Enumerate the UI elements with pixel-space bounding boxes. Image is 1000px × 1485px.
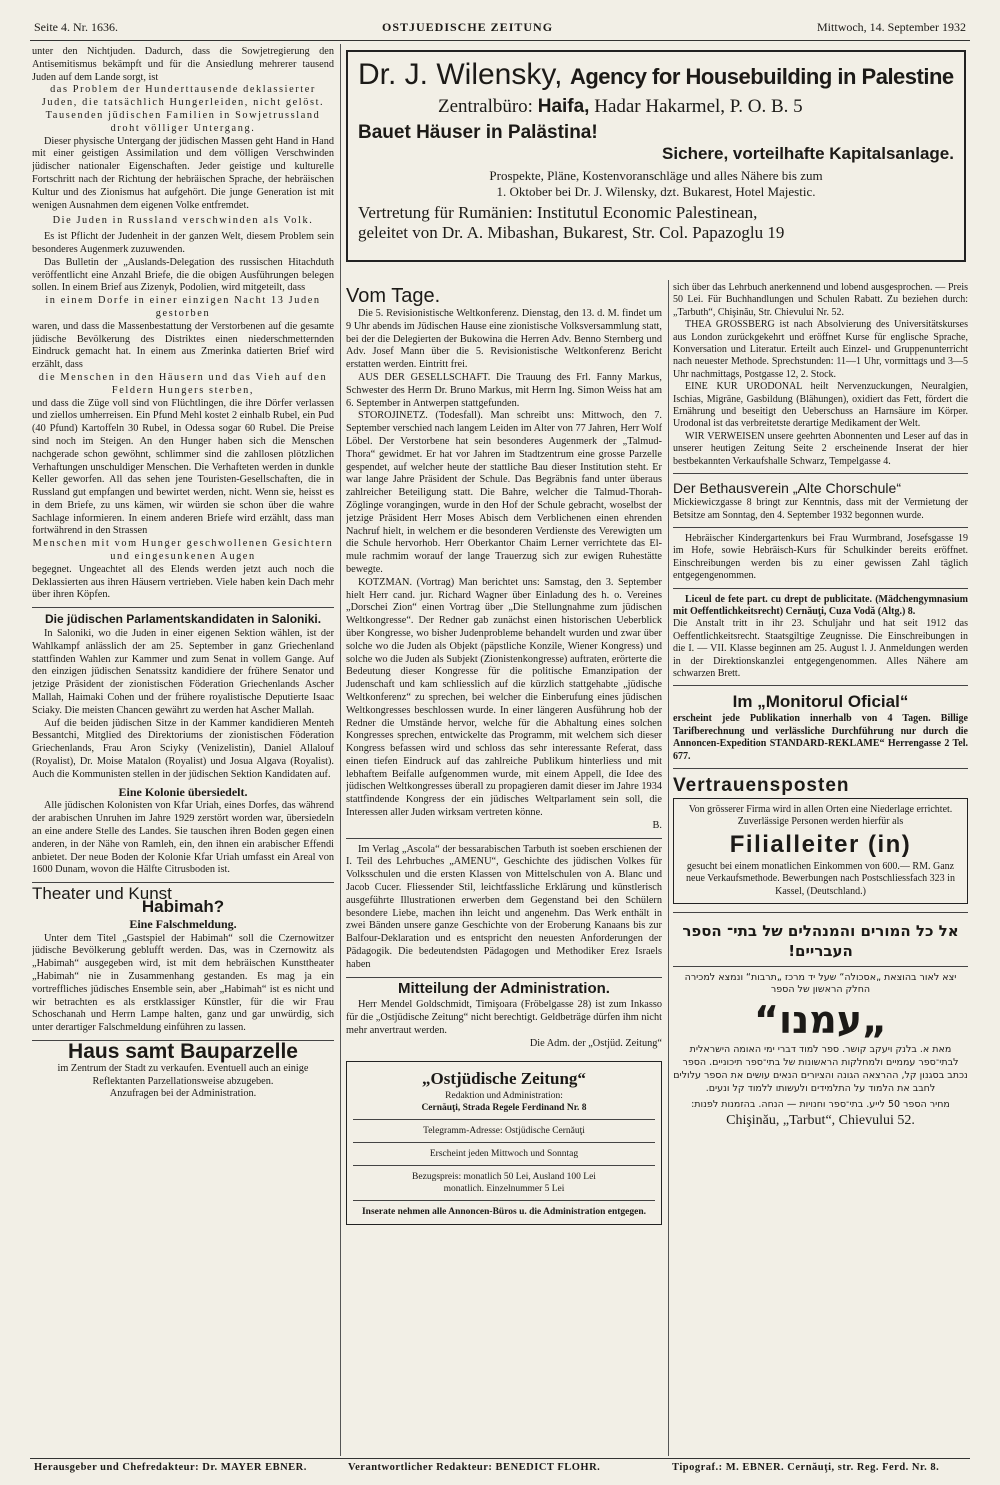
divider xyxy=(32,882,334,883)
footer-rule xyxy=(30,1458,970,1459)
ad-wilensky-slogan1: Bauet Häuser in Palästina! xyxy=(358,122,598,143)
column-2 xyxy=(346,284,662,1456)
divider xyxy=(346,977,662,978)
divider xyxy=(353,1119,655,1120)
notice-bethaus: Mickiewiczgasse 8 bringt zur Kenntnis, dass mit der Vermietung der Betsitze am Sonntag, den 4. September 1932 begonnen wurde. xyxy=(673,497,968,521)
article-text: Unter dem Titel „Gastspiel der Habimah“ soll die Czernowitzer jüdische Bevölkerung geblufft werden. Das, was in Czernowitz als „Habimah“ ausgegeben wird, ist mit dem hebräischen Kunsttheater „Habimah“ nie in Zusammenhang gestanden. Es mag ja ein vortreffliches jüdisches Ensemble sein, aber „Habimah“ ist es nicht und wir betrachten es als erstklassiger Künstler, für die wir Frau Schoschanah und Herrn Lampe halten, ganz und gar unwürdig, sich unter derartiger Falschmeldung einführen zu lassen. xyxy=(32,932,334,1034)
ad-wilensky-agency: Agency for Housebuilding in Palestine xyxy=(569,64,954,89)
spaced-text: Menschen mit vom Hunger geschwollenen Gesichtern und eingesunkenen Augen xyxy=(32,538,334,563)
ad-haus-title: Haus samt Bauparzelle xyxy=(68,1039,298,1063)
notice-kindergarten: Hebräischer Kindergartenkurs bei Frau Wurmbrand, Josefsgasse 19 im Hofe, sowie Hebräisch-Kurs für Schulkinder bereits eröffnet. Einschreibungen werden bis zu einer gewissen Zahl täglich entgegengenommen. xyxy=(673,532,968,582)
header-rule xyxy=(30,40,970,41)
notice-monitorul: erscheint jede Publikation innerhalb von 4 Tagen. Billige Tarifberechnung und verlässliche Durchführung nur durch die Annoncen-Expedition STANDARD-REKLAME“ Herrengasse 2 Tel. 677. xyxy=(673,713,968,762)
ad-wilensky-line3: Vertretung für Rumänien: Institutul Economic Palestinean, xyxy=(358,203,758,222)
hebrew-address: Chişinău, „Tarbut“, Chievului 52. xyxy=(726,1113,915,1129)
ad-wilensky-central: Zentralbüro: xyxy=(438,96,533,117)
ad-wilensky xyxy=(346,50,966,262)
header-title: OSTJUEDISCHE ZEITUNG xyxy=(381,20,554,34)
headline-kolonie: Eine Kolonie übersiedelt. xyxy=(118,784,248,799)
news-gesellschaft: AUS DER GESELLSCHAFT. Die Trauung des Frl. Fanny Markus, Schwester des Herrn Dr. Bruno Markus, mit Herrn Ing. Simon Weiss hat am 6. September in Antwerpen stattgefunden. xyxy=(346,371,662,409)
article-text: In Saloniki, wo die Juden in einer eigenen Sektion wählen, ist der Wahlkampf anlässlich der am 25. September in ganz Griechenland stattfinden Wahlen zur Kammer und zum Senat in vollem Gange. Auf den einzigen jüdischen Senatssitz kandidiere der frühere Senator und jetzige Präsident der zionistischen Föderation Griechenlands Ascher Mallah, Haimaki Cohen und der frühere royalistische Deputierte Isaac Sciaky. Die meisten Chancen gewährt zu werden hat Ascher Mallah. xyxy=(32,628,334,716)
footer-editor: Verantwortlicher Redakteur: BENEDICT FLOHR. xyxy=(348,1462,601,1473)
news-storojinetz: STOROJINETZ. (Todesfall). Man schreibt uns: Mittwoch, den 7. September verschied nach langem Leiden im Alter von 77 Jahren, Herr Wolf Löbel. Der Verstorbene hat sein besonderes Augenmerk der „Talmud-Thora“ gewidmet. Er hat vor Jahren im Stadtzentrum eine grosse Parzelle gespendet, auf welcher heute der stattliche Bau dieser Institution steht. Er war lange Jahre Präsident der Schule. Das Begräbnis fand unter überaus zahlreicher Beteiligung statt. Die Bahre, welcher die Talmud-Thorah-Zöglinge vorangingen, wurde in den Hof der Schule gebracht, woselbst der jetzige Präsident Herr Moses Abisch dem Verblichenen einen ehrenden Nachruf hielt, in welchem er die besonderen Verdienste des Verewigten um die Schule hervorhob. Herr Oberkantor Chaim Lerner verrichtete das El-mule rachmim worauf der lange Trauerzug sich zur ewigen Ruhestätte bewegte. xyxy=(346,410,662,575)
masthead-line: Erscheint jeden Mittwoch und Sonntag xyxy=(429,1148,579,1159)
notice-liceul: Die Anstalt tritt in ihr 23. Schuljahr und hat seit 1912 das Oeffentlichkeitsrecht. Staatsgiltige Zeugnisse. Die Einschreibungen in die I. — VII. Klasse beginnen am 25. August l. J. Anmeldungen werden in der Direktionskanzlei entgegengenommen. Alles Nähere am schwarzen Brett. xyxy=(673,618,968,679)
article-text: und dass die Züge voll sind von Flüchtlingen, die ihre Dörfer verlassen und ziellos umherreisen. Ein Pfund Mehl kostet 2 einhalb Rubel, ein Pud (40 Pfund) Kartoffeln 30 Rubel, in Odessa sogar 60 Rubel. Die Preise sind noch im Steigen. An den Hunger haben sich die Menschen nachgerade schon gewöhnt, schlimmer sind die zahllosen plötzlichen Verhaftungen unschuldiger Menschen. Die Verhafteten werden in dunkle Keller geworfen. All das sehen jene Touristen-Gesellschaften, die in Russland gut empfangen und bewirtet werden, nicht. Wenn sie, heisst es in dem Briefe, zu uns kämen, wir würden sie schon über die wahre Sachlage informieren. In einem anderen Briefe wird erzählt, dass man fortwährend in den Strassen xyxy=(32,397,334,537)
ad-wilensky-city: Haifa, xyxy=(537,96,590,117)
hebrew-price: מחיר הספר 50 לייע. בתי־ספר וחנויות — הנחה. בהזמנות לפנות: xyxy=(691,1098,950,1110)
ad-wilensky-line1: Prospekte, Pläne, Kostenvoranschläge und alles Nähere bis zum xyxy=(489,168,823,183)
ad-wilensky-pob: Hadar Hakarmel, P. O. B. 5 xyxy=(594,96,803,117)
notice-urodonal: EINE KUR URODONAL heilt Nervenzuckungen, Neuralgien, Ischias, Migräne, Gasbildung (Blähungen), oxidiert das Fett, fördert die Ernährung und beseitigt den Ueberschuss an Harnsäure im Körper. Urodonal ist das verbreitetste derartige Medikament der Welt. xyxy=(673,381,968,430)
divider xyxy=(32,607,334,608)
footer-printer: Tipograf.: M. EBNER. Cernăuţi, str. Reg. Ferd. Nr. 8. xyxy=(672,1462,940,1473)
notice-liceul-title: Liceul de fete part. cu drept de publicitate. (Mädchengymnasium mit Oeffentlichkeitsrecht) Cernăuţi, Cuza Vodă (Altg.) 8. xyxy=(673,593,968,617)
news-revisionist: Die 5. Revisionistische Weltkonferenz. Dienstag, den 13. d. M. findet um 9 Uhr abends im Jüdischen Hause eine zionistische Volksversammlung statt, bei der die Delegierten der Bukowina die Herren Adv. Benno Sternberg und Adv. Josef Mann über die 5. Revisionistische Weltkonferenz Bericht erstatten werden. Eintritt frei. xyxy=(346,308,662,371)
ad-haus-text: im Zentrum der Stadt zu verkaufen. Eventuell auch an einige Reflektanten Parzellationsweise abzugeben. xyxy=(57,1062,309,1087)
article-text: waren, und dass die Massenbestattung der Verstorbenen auf die gesamte jüdische Bevölkerung des Distriktes einen niederschmetternden Eindruck gemacht hat. In einem aus Zmerinka datierten Brief wird erzählt, dass xyxy=(32,320,334,371)
masthead-line: Telegramm-Adresse: Ostjüdische Cernăuţi xyxy=(423,1125,585,1136)
ad-wilensky-line4: geleitet von Dr. A. Mibashan, Bukarest, Str. Col. Papazoglu 19 xyxy=(358,223,785,242)
column-divider xyxy=(340,44,341,1456)
signature: B. xyxy=(652,819,662,831)
headline-vertrauen: Vertrauensposten xyxy=(673,775,850,796)
article-text: Dieser physische Untergang der jüdischen Massen geht Hand in Hand mit einer geistigen Assimilation und dem völligen Verschwinden jüdischer nationaler Eigenschaften. Jeder geistige und kulturelle Fortschritt nach der Richtung der hebräischen Sprache, der hebräischen Kultur und des Zionismus hat aufgehört. Die junge Generation ist mit wenigen Ausnahmen dem eigenen Volke entfremdet. xyxy=(32,135,334,211)
masthead-title: „Ostjüdische Zeitung“ xyxy=(422,1068,586,1088)
divider xyxy=(673,912,968,913)
divider xyxy=(673,768,968,769)
notice-verweisen: WIR VERWEISEN unsere geehrten Abonnenten und Leser auf das in unserer heutigen Zeitung Seite 2 erscheinende Inserat der hier bestbekannten Verkaufshalle Schwarz, Tempelgasse 4. xyxy=(673,430,968,467)
divider xyxy=(673,966,968,967)
news-kotzman: KOTZMAN. (Vortrag) Man berichtet uns: Samstag, den 3. September hielt Herr cand. jur. Richard Wagner über Einladung des h. o. Vereines „Dorschei Zion“ einen Vortrag über „Die Stellungnahme zum jüdischen Weltkongresse“. Der Redner gab zunächst einen historischen Ueberblick über Kongresse, wo bisher Judenprobleme behandelt wurden und zwar über solche wo die Juden als Objekt (päpstliche Konzile, Wiener Kongress) und solche wo die Juden als Subjekt (Zionistenkongresse) auftraten, erörterte die Bedeutung dieser Kongresse für die politische Emanzipation der Judenschaft und kam schliesslich auf die kürzlich stattgehabte „jüdische Weltkonferenz“ zu sprechen, bei welcher die Einberufung eines jüdischen Weltkongresses beschlossen wurde. In einer längeren Ausführung hob der Redner die Umstände hervor, welche für die Abhaltung eines solchen Kongresses sprechen, entwickelte das Programm, mit welchem sich dieser Kongress befassen wird und schloss das sehr interessante Referat, dass einen tiefen Eindruck auf das zahlreiche Publikum hinterliess und mit lebhaftem Beifalle aufgenommen wurde, mit einem Appell, die Idee des jüdischen Weltkongresses überall zu propagieren damit dieser im Jahre 1934 stattfindende Kongress der ein jüdisches Weltparlament sein soll, die Interessen aller Juden wirksam vertreten könne. xyxy=(346,576,662,819)
headline-bethaus: Der Bethausverein „Alte Chorschule“ xyxy=(673,480,901,497)
header-date: Mittwoch, 14. September 1932 xyxy=(817,20,966,34)
header-left: Seite 4. Nr. 1636. xyxy=(34,20,118,34)
ad-wilensky-line2: 1. Oktober bei Dr. J. Wilensky, dzt. Bukarest, Hotel Majestic. xyxy=(496,184,816,199)
hebrew-title: „עמנו“ xyxy=(753,997,888,1042)
masthead-box xyxy=(346,1061,662,1225)
hebrew-headline: אל כל המורים והמנהלים של בתי־ הספר העבריים! xyxy=(682,922,959,961)
section-theater: Theater und Kunst xyxy=(32,884,172,904)
column-3 xyxy=(673,282,968,1456)
ad-vertrauen-big: Filialleiter (in) xyxy=(729,830,912,858)
masthead-line: monatlich. Einzelnummer 5 Lei xyxy=(443,1183,565,1194)
footer-publisher: Herausgeber und Chefredakteur: Dr. MAYER EBNER. xyxy=(34,1462,307,1473)
headline-saloniki: Die jüdischen Parlamentskandidaten in Saloniki. xyxy=(44,612,322,627)
spaced-text: das Problem der Hunderttausende deklassierter Juden, die tatsächlich Hungerleiden, nicht gelöst. Tausenden jüdischen Familien in Sowjetrussland droht völliger Untergang. xyxy=(41,84,325,134)
admin-text: Herr Mendel Goldschmidt, Timişoara (Fröbelgasse 28) ist zum Inkasso für die „Ostjüdische Zeitung“ nicht berechtigt. Geldbeträge dürfen ihm nicht mehr anvertraut werden. xyxy=(346,999,662,1037)
divider xyxy=(673,685,968,686)
ad-wilensky-name: Dr. J. Wilensky, xyxy=(358,58,563,91)
article-text: unter den Nichtjuden. Dadurch, dass die Sowjetregierung den Antisemitismus bekämpft und für die Ansiedlung mehrerer tausend Juden auf dem Lande sorgt, ist xyxy=(32,46,334,83)
article-text: Alle jüdischen Kolonisten von Kfar Uriah, eines Dorfes, das während der arabischen Unruhen im Jahre 1929 zerstört worden war, übersiedeln an eine andere Stelle des Landes. Sie tauschen ihren Boden gegen einen anderen, in der Nähe von Ramleh, ein, den ihnen ein arabischer Effendi anbietet. Der neue Boden der Kolonie Kfar Uriah umfasst ein Areal von 1600 Dunam, wovon die Hälfte Citrusboden ist. xyxy=(32,800,334,876)
news-ascola: Im Verlag „Ascola“ der bessarabischen Tarbuth ist soeben erschienen der I. Teil des Lehrbuches „AMENU“, Geschichte des jüdischen Volkes für Volksschulen und die ersten Klassen von Mittelschulen von A. Blanc und Jacob Cucer. Fliessender Stil, leichtfassliche Erklärung und künstlerisch ausgeführte Illustrationen erwerben dem Gegenstand bei den Schülern besondere Liebe, machen ihn leicht und angenehm. Das Werk enthält in zwei Bänden unsere ganze Geschichte von der Eroberung Kanaans bis zur Balfour-Deklaration und es entspricht den neuesten Anforderungen der Pädagogik. Die bedeutendsten Pädagogen und Methodiker Erez Israels haben xyxy=(346,843,662,970)
spaced-text: die Menschen in den Häusern und das Vieh auf den Feldern Hungers sterben, xyxy=(38,371,328,396)
column-divider xyxy=(668,280,669,1456)
headline-vom-tage: Vom Tage. xyxy=(346,285,441,307)
masthead-line: Redaktion und Administration: xyxy=(445,1090,563,1101)
ad-wilensky-slogan2: Sichere, vorteilhafte Kapitalsanlage. xyxy=(662,144,954,163)
divider xyxy=(353,1200,655,1201)
column-1 xyxy=(32,46,334,1456)
notice-grossberg: THEA GROSSBERG ist nach Absolvierung des Universitätskurses aus London zurückgekehrt und eröffnet Kurse für englische Sprache, Konversation und Literatur. Erteilt auch Einzel- und Gruppenunterricht nach neuester Methode. Sprechstunden: 11—1 Uhr, vormittags und 3—5 Uhr nachmittags, Postgasse 12, 2. Stock. xyxy=(673,319,968,380)
ad-vertrauen-line: Von grösserer Firma wird in allen Orten eine Niederlage errichtet. xyxy=(688,804,953,815)
ad-vertrauen xyxy=(673,798,968,904)
masthead-line: Inserate nehmen alle Annoncen-Büros u. die Administration entgegen. xyxy=(361,1206,647,1217)
ad-haus-contact: Anzufragen bei der Administration. xyxy=(109,1088,257,1100)
article-text: sich über das Lehrbuch anerkennend und lobend ausgesprochen. — Preis 50 Lei. Für Buchhandlungen und Schulen Rabatt. Zu beziehen durch: „Tarbuth“, Chişinău, Str. Chievului Nr. 52. xyxy=(673,282,968,318)
divider xyxy=(353,1142,655,1143)
headline-monitorul: Im „Monitorul Oficial“ xyxy=(732,692,909,712)
ad-wilensky-address xyxy=(438,96,954,118)
ad-vertrauen-line: gesucht bei einem monatlichen Einkommen von 600.— RM. Ganz neue Verkaufsmethode. Bewerbungen nach Postschliessfach 323 in Kassel, (Deutschland.) xyxy=(686,860,955,897)
article-text: begegnet. Ungeachtet all des Elends werden jetzt auch noch die Deklassierten aus ihren Häusern vertrieben. Viele haben kein Dach mehr über ihren Köpfen. xyxy=(32,563,334,601)
subheadline-falschmeldung: Eine Falschmeldung. xyxy=(129,916,237,931)
article-text: Das Bulletin der „Auslands-Delegation des russischen Hitachduth veröffentlicht eine Anzahl Briefe, die die obigen Ausführungen belegen sollen. In einem Brief aus Zizenyk, Podolien, wird mitgeteilt, dass xyxy=(32,256,334,294)
ad-wilensky-title xyxy=(358,58,954,94)
spaced-text: in einem Dorfe in einer einzigen Nacht 13 Juden gestorben xyxy=(45,295,321,319)
divider xyxy=(673,473,968,474)
masthead-line: Cernăuţi, Strada Regele Ferdinand Nr. 8 xyxy=(421,1102,587,1113)
hebrew-body: מאת א. בלנק ויעקב קושר. ספר למוד דברי ימי האומה הישראלית לבתי־ספר עממיים ולמחלקות הראשונות של בתי־ספר תיכוניים. הספר נכתב בסגנון קל, ההרצאה הגונה והציורים הנאים עושים את הספר עלולים לחבב את הלמוד על התלמידים ולעשותו ללמוד קל ונעים. xyxy=(673,1043,968,1094)
article-text: Es ist Pflicht der Judenheit in der ganzen Welt, diesem Problem sein besonderes Augenmerk zuzuwenden. xyxy=(32,231,334,255)
divider xyxy=(673,527,968,528)
headline-habimah: Habimah? xyxy=(141,897,225,916)
divider xyxy=(346,838,662,839)
headline-admin: Mitteilung der Administration. xyxy=(398,979,610,997)
admin-sign: Die Adm. der „Ostjüd. Zeitung“ xyxy=(529,1037,662,1049)
ad-vertrauen-line: Zuverlässige Personen werden hierfür als xyxy=(737,816,904,828)
divider xyxy=(353,1165,655,1166)
article-text: Auf die beiden jüdischen Sitze in der Kammer kandidieren Menteh Bessantchi, Mitglied des Direktoriums der zionistischen Föderation Griechenlands, Frau Aron Sciyky (Venizelistin), Daniel Allalouf (Royalist), Dr. Moise Matalon (Royalist) und Josua Algava (Royalist). Auch die Kommunisten stellen in der jüdischen Sektion Kandidaten auf. xyxy=(32,717,334,780)
masthead-line: Bezugspreis: monatlich 50 Lei, Ausland 100 Lei xyxy=(412,1171,596,1182)
spaced-text: Die Juden in Russland verschwinden als Volk. xyxy=(52,215,314,227)
hebrew-sub: יצא לאור בהוצאת „אסכולה“ שעל יד מרכז „תרבות“ ונמצא למכירה החלק הראשון של הספר xyxy=(684,972,957,996)
divider xyxy=(673,588,968,589)
page-header xyxy=(34,20,966,38)
